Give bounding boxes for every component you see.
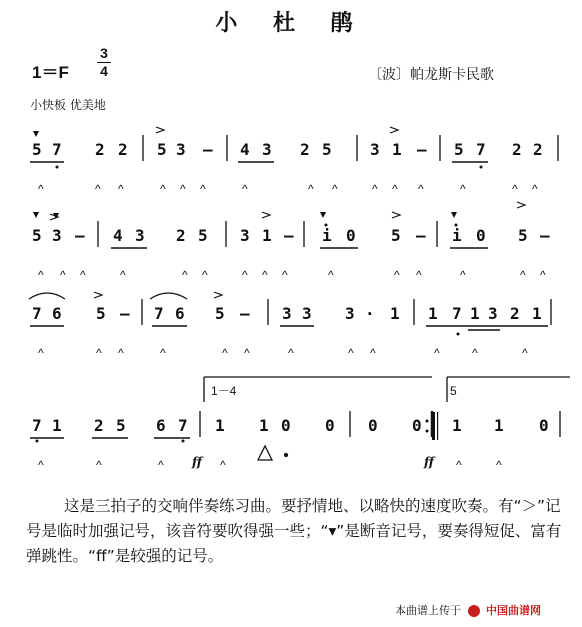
beat-tick: ^ — [540, 268, 546, 282]
note: 2 — [94, 416, 104, 435]
score-line-4 — [32, 411, 560, 472]
note: – — [75, 226, 85, 245]
beat-tick: ^ — [496, 458, 502, 472]
note: 5 — [322, 140, 332, 159]
note: 1 — [494, 416, 504, 435]
note: 3 — [135, 226, 145, 245]
slurs — [29, 293, 187, 299]
note: 1 — [532, 304, 542, 323]
note: 0 — [476, 226, 486, 245]
beat-tick: ^ — [242, 268, 248, 282]
site-logo-icon — [468, 605, 480, 617]
note: 5 — [198, 226, 208, 245]
second-ending-label: 5 — [450, 384, 457, 398]
note: 5 — [391, 226, 401, 245]
beat-tick: ^ — [118, 182, 124, 196]
beat-tick: ^ — [96, 458, 102, 472]
note: 5 — [157, 140, 167, 159]
note: 2 — [510, 304, 520, 323]
beat-tick: ^ — [472, 346, 478, 360]
beat-tick: ^ — [416, 268, 422, 282]
note: 4 — [113, 226, 123, 245]
beat-tick: ^ — [200, 182, 206, 196]
beat-tick: ^ — [308, 182, 314, 196]
beat-tick: ^ — [370, 346, 376, 360]
beat-tick: ^ — [222, 346, 228, 360]
note: 1 — [452, 416, 462, 435]
note: 3 — [282, 304, 292, 323]
note: 3 — [488, 304, 498, 323]
note: 5 — [518, 226, 528, 245]
beat-tick: ^ — [202, 268, 208, 282]
note: 0 — [412, 416, 422, 435]
note: 1 — [215, 416, 225, 435]
note: – — [284, 226, 294, 245]
beat-tick: ^ — [456, 458, 462, 472]
note: 3 — [370, 140, 380, 159]
beat-tick: ^ — [80, 268, 86, 282]
description-text — [26, 494, 571, 569]
note: 1 — [52, 416, 62, 435]
footer-watermark — [395, 602, 541, 618]
note: – — [540, 226, 550, 245]
song-origin: 〔波〕帕龙斯卡民歌 — [368, 67, 494, 83]
note: 3 — [345, 304, 355, 323]
key-signature: 1＝F — [32, 63, 69, 82]
beat-tick: ^ — [512, 182, 518, 196]
note: 1 — [392, 140, 402, 159]
note: 0 — [346, 226, 356, 245]
note: 3 — [262, 140, 272, 159]
note: 2 — [176, 226, 186, 245]
note: 3 — [302, 304, 312, 323]
note: 1 — [390, 304, 400, 323]
beat-tick: ^ — [38, 346, 44, 360]
beat-tick: ^ — [348, 346, 354, 360]
beat-tick: ^ — [418, 182, 424, 196]
note: 1 — [259, 416, 269, 435]
underlines — [30, 162, 548, 438]
note: 7 — [32, 304, 42, 323]
beat-tick: ^ — [96, 346, 102, 360]
beat-tick: ^ — [434, 346, 440, 360]
volta-brackets — [204, 377, 570, 402]
fermata-triangle — [258, 446, 288, 460]
beat-tick: ^ — [95, 182, 101, 196]
beat-tick: ^ — [460, 182, 466, 196]
note: – — [203, 140, 213, 159]
note: 5 — [215, 304, 225, 323]
note: – — [240, 304, 250, 323]
note: 0 — [325, 416, 335, 435]
beat-tick: ^ — [38, 458, 44, 472]
note: 7 — [178, 416, 188, 435]
beat-tick: ^ — [160, 182, 166, 196]
meter-top: 3 — [100, 45, 108, 61]
beat-tick: ^ — [158, 458, 164, 472]
ff-dynamic: ff — [192, 455, 202, 469]
beat-tick: ^ — [160, 346, 166, 360]
score-line-2 — [32, 221, 550, 282]
description-paragraph: 这是三拍子的交响伴奏练习曲。要抒情地、以略快的速度吹奏。有“＞”记号是临时加强记号，该音符要吹得强一些；“▾”是断音记号，要奏得短促、富有弹跳性。“ff”是较强的记号。 — [26, 497, 562, 565]
note: 0 — [368, 416, 378, 435]
note: – — [417, 140, 427, 159]
song-title: 小 杜 鹃 — [215, 11, 367, 36]
note: 1 — [262, 226, 272, 245]
beat-tick: ^ — [460, 268, 466, 282]
note: 2 — [300, 140, 310, 159]
footer-site: 中国曲谱网 — [486, 604, 541, 617]
note: 6 — [52, 304, 62, 323]
note: i — [322, 226, 332, 245]
first-ending-label: 1－4 — [211, 384, 237, 398]
note: 3 — [240, 226, 250, 245]
beat-tick: ^ — [332, 182, 338, 196]
note: 2 — [512, 140, 522, 159]
tempo-marking: 小快板 优美地 — [30, 98, 106, 112]
beat-tick: ^ — [242, 182, 248, 196]
note: 5 — [32, 226, 42, 245]
meter-bottom: 4 — [100, 63, 108, 79]
beat-tick: ^ — [520, 268, 526, 282]
beat-tick: ^ — [182, 268, 188, 282]
ff-dynamic: ff — [424, 455, 434, 469]
score-line-1 — [32, 135, 558, 196]
beat-tick: ^ — [60, 268, 66, 282]
beat-tick: ^ — [118, 346, 124, 360]
beat-tick: ^ — [282, 268, 288, 282]
beat-tick: ^ — [392, 182, 398, 196]
note: · — [365, 304, 375, 323]
note: 7 — [154, 304, 164, 323]
note: 1 — [428, 304, 438, 323]
beat-tick: ^ — [220, 458, 226, 472]
note: 2 — [118, 140, 128, 159]
note: 0 — [539, 416, 549, 435]
footer-prefix: 本曲谱上传于 — [395, 604, 461, 617]
note: – — [416, 226, 426, 245]
beat-tick: ^ — [288, 346, 294, 360]
note: i — [452, 226, 462, 245]
beat-tick: ^ — [262, 268, 268, 282]
note: 3 — [176, 140, 186, 159]
note: 7 — [32, 416, 42, 435]
note: 5 — [454, 140, 464, 159]
beat-tick: ^ — [394, 268, 400, 282]
note: 7 — [452, 304, 462, 323]
score-lines — [32, 135, 560, 472]
note: 0 — [281, 416, 291, 435]
note: 7 — [476, 140, 486, 159]
note: 5 — [32, 140, 42, 159]
note: 3 — [52, 226, 62, 245]
note: 7 — [52, 140, 62, 159]
beat-tick: ^ — [38, 182, 44, 196]
beat-tick: ^ — [522, 346, 528, 360]
note: 4 — [240, 140, 250, 159]
note: 5 — [116, 416, 126, 435]
beat-tick: ^ — [120, 268, 126, 282]
note: 1 — [470, 304, 480, 323]
beat-tick: ^ — [180, 182, 186, 196]
note: 6 — [175, 304, 185, 323]
beat-tick: ^ — [38, 268, 44, 282]
beat-tick: ^ — [244, 346, 250, 360]
note: 2 — [95, 140, 105, 159]
note: 2 — [533, 140, 543, 159]
beat-tick: ^ — [532, 182, 538, 196]
note: – — [120, 304, 130, 323]
note: 5 — [96, 304, 106, 323]
note: 6 — [156, 416, 166, 435]
beat-tick: ^ — [328, 268, 334, 282]
beat-tick: ^ — [372, 182, 378, 196]
